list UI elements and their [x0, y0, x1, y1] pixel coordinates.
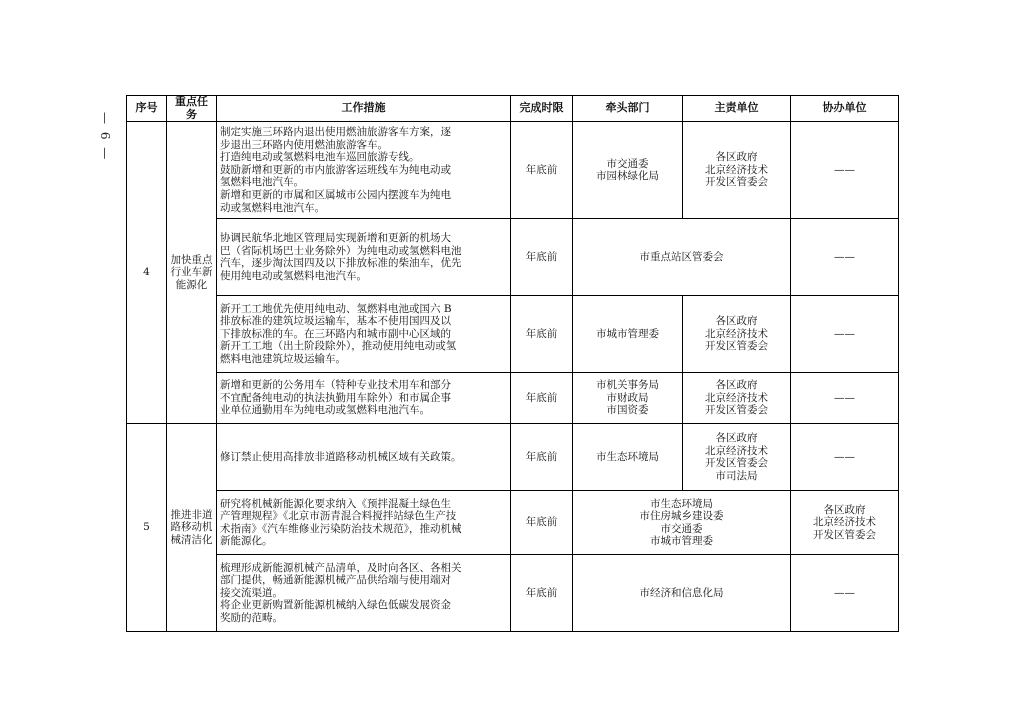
measure-cell	[217, 219, 511, 296]
header-no: 序号	[127, 96, 167, 122]
lead-line: 市机关事务局	[596, 379, 659, 392]
measure-line: 业单位通勤用车为纯电动或氢燃料电池汽车。	[220, 404, 430, 417]
deadline-cell: 年底前	[511, 219, 573, 296]
assist-cell	[791, 491, 899, 555]
table-row	[127, 219, 899, 296]
lead-merged-cell: 市经济和信息化局	[573, 555, 791, 632]
responsible-line: 各区政府	[715, 315, 758, 328]
measure-line: 产管理规程》《北京市沥青混合料搅拌站绿色生产技	[220, 510, 457, 523]
measure-line: 制定实施三环路内退出使用燃油旅游客车方案，逐	[220, 126, 451, 139]
lead-line: 市生态环境局	[596, 450, 659, 463]
responsible-line: 北京经济技术	[705, 391, 768, 404]
measure-line: 鼓励新增和更新的市内旅游客运班线车为纯电动或	[220, 163, 451, 176]
lead-cell	[573, 122, 683, 219]
measure-line: 新能源化。	[220, 535, 273, 548]
assist-cell: ——	[791, 555, 899, 632]
responsible-line: 开发区管委会	[705, 404, 768, 417]
measure-line: 动或氢燃料电池汽车。	[220, 201, 325, 214]
deadline-cell: 年底前	[511, 373, 573, 424]
measure-line: 燃料电池建筑垃圾运输车。	[220, 353, 346, 366]
header-assist: 协办单位	[791, 96, 899, 122]
measure-line: 不宜配备纯电动的执法执勤用车除外）和市属企事	[220, 391, 451, 404]
measure-line: 新开工工地（出土阶段除外），推动使用纯电动或氢	[220, 340, 457, 353]
responsible-line: 各区政府	[715, 432, 758, 444]
group-number: 5	[127, 424, 167, 632]
header-lead: 牵头部门	[573, 96, 683, 122]
measure-cell	[217, 555, 511, 632]
table-row	[127, 373, 899, 424]
page-number: — 6 —	[98, 112, 112, 162]
responsible-cell	[683, 424, 791, 491]
measure-line: 排放标准的建筑垃圾运输车，基本不使用国四及以	[220, 315, 451, 328]
responsible-line: 各区政府	[715, 151, 758, 164]
measure-cell	[217, 491, 511, 555]
assist-cell: ——	[791, 122, 899, 219]
table-row	[127, 555, 899, 632]
responsible-line: 各区政府	[715, 379, 758, 392]
deadline-cell: 年底前	[511, 491, 573, 555]
responsible-line: 市司法局	[715, 469, 758, 482]
measure-line: 氢燃料电池汽车。	[220, 176, 304, 189]
measure-line: 修订禁止使用高排放非道路移动机械区域有关政策。	[220, 450, 462, 463]
lead-line: 市城市管理委	[596, 327, 659, 340]
measure-line: 奖励的范畴。	[220, 612, 283, 625]
measure-line: 新增和更新的市属和区属城市公园内摆渡车为纯电	[220, 189, 451, 202]
lead-merged-cell	[573, 491, 791, 555]
table-row	[127, 424, 899, 491]
responsible-line: 北京经济技术	[705, 163, 768, 176]
deadline-cell: 年底前	[511, 122, 573, 219]
task-line: 路移动机	[170, 521, 213, 534]
lead-line: 市生态环境局	[650, 497, 713, 510]
assist-line: 北京经济技术	[813, 516, 876, 529]
header-measure: 工作措施	[217, 96, 511, 122]
measure-line: 巴（省际机场巴士业务除外）为纯电动或氢燃料电池	[220, 244, 462, 257]
table-header-row	[127, 96, 899, 122]
measure-cell	[217, 122, 511, 219]
table-row	[127, 296, 899, 373]
task-line: 推进非道	[170, 508, 213, 521]
lead-line: 市交通委	[660, 522, 703, 535]
task-line: 加快重点	[170, 253, 213, 266]
lead-line: 市财政局	[606, 391, 649, 404]
lead-line: 市交通委	[606, 157, 649, 170]
lead-line: 市国资委	[606, 404, 649, 417]
measure-line: 将企业更新购置新能源机械纳入绿色低碳发展资金	[220, 599, 451, 612]
responsible-cell	[683, 296, 791, 373]
lead-line: 市园林绿化局	[596, 170, 659, 183]
deadline-cell: 年底前	[511, 296, 573, 373]
measure-line: 梳理形成新能源机械产品清单，及时向各区、各相关	[220, 561, 462, 574]
responsible-line: 开发区管委会	[705, 457, 768, 470]
assist-line: 各区政府	[823, 503, 866, 516]
measure-line: 接交流渠道。	[220, 586, 283, 599]
measure-cell	[217, 424, 511, 491]
group-number: 4	[127, 122, 167, 424]
measure-line: 协调民航华北地区管理局实现新增和更新的机场大	[220, 232, 451, 244]
group-task	[167, 122, 217, 424]
header-responsible: 主责单位	[683, 96, 791, 122]
measure-line: 打造纯电动或氢燃料电池车巡回旅游专线。	[220, 151, 420, 164]
lead-line: 市住房城乡建设委	[639, 510, 724, 523]
task-line: 行业车新	[170, 266, 213, 279]
table-row	[127, 122, 899, 219]
measure-line: 研究将机械新能源化要求纳入《预拌混凝土绿色生	[220, 497, 451, 510]
measure-line: 步退出三环路内使用燃油旅游客车。	[220, 138, 388, 151]
measure-line: 下排放标准的车。在三环路内和城市副中心区域的	[220, 327, 451, 340]
lead-line: 市城市管理委	[650, 535, 713, 548]
header-deadline: 完成时限	[511, 96, 573, 122]
measure-line: 部门提供，畅通新能源机械产品供给端与使用端对	[220, 574, 451, 587]
deadline-cell: 年底前	[511, 555, 573, 632]
task-table	[126, 95, 899, 632]
lead-merged-cell: 市重点站区管委会	[573, 219, 791, 296]
measure-cell	[217, 296, 511, 373]
header-task: 重点任务	[167, 96, 217, 122]
group-task	[167, 424, 217, 632]
assist-line: 开发区管委会	[813, 528, 876, 541]
responsible-line: 开发区管委会	[705, 340, 768, 353]
measure-line: 新开工工地优先使用纯电动、氢燃料电池或国六 B	[220, 302, 452, 315]
lead-cell	[573, 373, 683, 424]
responsible-line: 北京经济技术	[705, 327, 768, 340]
measure-line: 术指南》《汽车维修业污染防治技术规范》，推动机械	[220, 522, 462, 535]
assist-cell: ——	[791, 219, 899, 296]
table-row	[127, 491, 899, 555]
assist-cell: ——	[791, 373, 899, 424]
assist-cell: ——	[791, 296, 899, 373]
responsible-line: 开发区管委会	[705, 176, 768, 189]
responsible-cell	[683, 122, 791, 219]
lead-cell	[573, 296, 683, 373]
responsible-line: 北京经济技术	[705, 444, 768, 457]
measure-cell	[217, 373, 511, 424]
deadline-cell: 年底前	[511, 424, 573, 491]
measure-line: 使用纯电动或氢燃料电池汽车。	[220, 269, 367, 282]
task-line: 械清洁化	[170, 533, 213, 546]
lead-cell	[573, 424, 683, 491]
measure-line: 新增和更新的公务用车（特种专业技术用车和部分	[220, 379, 451, 392]
measure-line: 汽车，逐步淘汰国四及以下排放标准的柴油车，优先	[220, 257, 462, 270]
task-line: 能源化	[175, 278, 208, 291]
responsible-cell	[683, 373, 791, 424]
assist-cell: ——	[791, 424, 899, 491]
